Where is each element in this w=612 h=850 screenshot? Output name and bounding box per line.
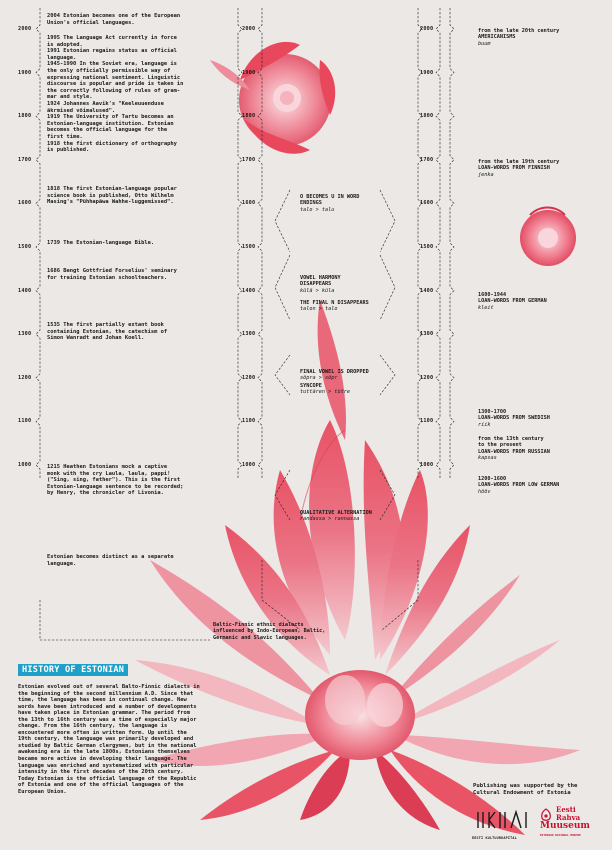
year-label: 1600 <box>242 200 256 207</box>
event-line: Estonian-language institution. Estonian <box>47 120 174 127</box>
year-label: 1300 <box>18 331 32 338</box>
year-label: 1700 <box>242 156 256 163</box>
event-line: 1739 The Estonian-language Bible. <box>47 240 155 246</box>
history-body: Estonian evolved out of several Balto-Finnic dialects in the beginning of the second millennium A.D. Since that time, the language has been in continual change. New words have been introduced and a number of developments have taken place in Estonian grammar. The period from the 13th to 16th century was a time of especially major change. From the 16th century, the language is encountered more often in written form. Up until the 19th century, the language was primarily developed and studied by Baltic German clergymen, but in the national awakening era in the late 1800s, Estonians themselves became more active in developing their language. The language was enriched and systematized with particular intensity in the first decades of the 20th century. Today Estonian is the official language of the Republic of Estonia and one of the official languages of the European Union. <box>18 684 200 795</box>
event-line: 1924 Johannes Aavik's "Keeleuuenduse <box>47 100 164 107</box>
year-label: 1000 <box>420 462 434 468</box>
origin-line: Germanic and Slavic languages. <box>213 634 307 641</box>
loanword-group <box>478 476 608 495</box>
year-label: 1400 <box>242 287 256 294</box>
year-label: 1500 <box>420 244 434 250</box>
event-line: äkrmised võimalused". <box>47 107 116 114</box>
change-example: randassa > rannassa <box>300 516 360 523</box>
change-example: külä > küla <box>300 287 335 294</box>
event-line: 1919 The University of Tartu becomes an <box>47 114 174 121</box>
loanword-example: buum <box>478 40 491 47</box>
year-label: 2000 <box>242 26 256 32</box>
event-line: is adopted. <box>47 41 83 48</box>
change-title: ENDINGS <box>300 200 322 207</box>
origin-text <box>213 622 383 641</box>
event-line: mar and style. <box>47 94 93 101</box>
event-entry <box>47 186 237 206</box>
event-line: science book is published, Otto Wilhelm <box>47 192 174 199</box>
small-flower-illustration <box>520 208 576 267</box>
event-line: 1945-1990 In the Soviet era, language is <box>47 61 177 68</box>
event-entry <box>47 322 237 342</box>
loanword-example: hööv <box>478 488 491 495</box>
event-line: 1918 the first dictionary of orthography <box>47 140 177 147</box>
event-line: the only officially permissible way of <box>47 67 171 74</box>
museum-name-1: Eesti <box>556 805 576 814</box>
change-example: tuttären > tütre <box>300 389 350 396</box>
event-line: language. <box>47 560 77 567</box>
year-label: 1800 <box>18 113 32 120</box>
museum-logo <box>540 806 606 842</box>
loanword-label: 1300-1700 <box>478 409 507 415</box>
event-line: 1686 Bengt Gottfried Forselius' seminary <box>47 268 177 274</box>
year-label: 1600 <box>18 200 32 207</box>
axis-line <box>36 8 40 479</box>
change-title: QUALITATIVE ALTERNATION <box>300 510 372 516</box>
event-line: the correctly following of rules of gram- <box>47 87 181 94</box>
year-label: 1900 <box>242 69 256 76</box>
year-label: 1600 <box>420 200 434 207</box>
year-label: 1300 <box>420 331 434 338</box>
event-line: Simon Wanradt and Johan Koell. <box>47 335 145 342</box>
change-example: sõpra > sõpr <box>300 375 338 382</box>
year-label: 1500 <box>242 244 256 250</box>
linguistic-change <box>300 275 341 294</box>
event-line: language. <box>47 54 77 61</box>
change-example: talo > talu <box>300 206 335 213</box>
year-label: 1000 <box>18 462 32 468</box>
change-example: talon > talo <box>300 306 338 313</box>
linguistic-change <box>300 300 369 313</box>
event-line: is published. <box>47 147 90 154</box>
loanword-label: LOAN-WORDS FROM FINNISH <box>478 165 550 172</box>
loanword-label: 1600-1944 <box>478 292 507 298</box>
loanword-example: kapsas <box>478 455 497 462</box>
loanword-group <box>478 292 608 311</box>
loanword-label: LOAN-WORDS FROM LOW GERMAN <box>478 482 560 489</box>
loanword-label: LOAN-WORDS FROM GERMAN <box>478 298 547 305</box>
loanword-example: riik <box>478 421 491 428</box>
year-label: 1900 <box>420 69 434 76</box>
kulka-emblem-icon <box>472 808 538 832</box>
year-label: 1900 <box>18 69 32 76</box>
origin-line: influenced by Indo-European, Baltic, <box>213 628 326 635</box>
year-label: 1200 <box>420 374 434 381</box>
year-label: 1400 <box>18 287 32 294</box>
event-line: by Henry, the chronicler of Livonia. <box>47 490 164 497</box>
museum-name-2: Rahva <box>556 812 581 822</box>
event-line: containing Estonian, the catechism of <box>47 328 168 335</box>
year-label: 1000 <box>242 462 256 468</box>
loanword-label: from the 13th century <box>478 436 544 442</box>
loanword-group <box>478 159 608 178</box>
event-line: 1995 The Language Act currently in force <box>47 35 177 41</box>
loanword-label: to the present <box>478 442 522 449</box>
change-title: DISAPPEARS <box>300 281 332 288</box>
change-title: FINAL VOWEL IS DROPPED <box>300 369 369 375</box>
event-line: 1818 The first Estonian-language popular <box>47 186 177 192</box>
event-line: 1991 Estonian regains status as official <box>47 48 177 55</box>
change-title: O BECOMES U IN WORD <box>300 194 360 200</box>
event-entry <box>47 35 237 154</box>
event-line: 1215 Heathen Estonians mock a captive <box>47 464 168 470</box>
loanword-label: LOAN-WORDS FROM SWEDISH <box>478 415 550 422</box>
year-label: 1700 <box>420 156 434 163</box>
event-line: 2004 Estonian becomes one of the European <box>47 13 181 19</box>
loanword-group <box>478 436 608 462</box>
loanword-label: from the late 20th century <box>478 28 560 34</box>
event-line: Estonian-language sentence to be recorded; <box>47 483 184 490</box>
event-entry <box>47 240 237 247</box>
loanword-label: from the late 19th century <box>478 159 560 165</box>
event-line: monk with the cry Laula, laula, pappi! <box>47 470 171 477</box>
year-label: 1700 <box>18 156 32 163</box>
year-label: 1200 <box>242 374 256 381</box>
event-line: ("Sing, sing, father"). This is the first <box>47 477 181 484</box>
loanword-example: kleit <box>478 304 494 311</box>
loanword-example: jenka <box>478 171 494 178</box>
event-line: becomes the official language for the <box>47 127 168 134</box>
history-title: HISTORY OF ESTONIAN <box>18 664 128 676</box>
museum-name-3: Muuseum <box>540 821 590 831</box>
linguistic-change <box>300 383 350 396</box>
loanword-group <box>478 409 608 428</box>
linguistic-change <box>300 369 369 382</box>
museum-sub: ESTONIAN NATIONAL MUSEUM <box>540 833 581 837</box>
change-title: VOWEL HARMONY <box>300 275 341 281</box>
event-entry <box>47 554 237 567</box>
event-line: Masing's "Pühhapäwa Wahhe-luggemissed". <box>47 199 174 206</box>
origin-line: Baltic-Finnic ethnic dialects <box>213 622 304 628</box>
year-label: 1200 <box>18 374 32 381</box>
event-line: Union's official languages. <box>47 19 135 26</box>
event-line: discourse is popular and pride is taken in <box>47 81 184 88</box>
event-entry <box>47 464 237 497</box>
event-line: expressing national sentiment. Linguistic <box>47 74 181 81</box>
museum-emblem-icon <box>540 808 552 822</box>
kulka-label: EESTI KULTUURKAPITAL <box>472 836 517 840</box>
linguistic-change <box>300 194 359 213</box>
year-label: 1800 <box>420 113 434 120</box>
event-line: first time. <box>47 133 83 140</box>
loanword-label: LOAN-WORDS FROM RUSSIAN <box>478 448 550 455</box>
year-label: 2000 <box>18 26 32 32</box>
event-entry <box>47 268 237 281</box>
year-label: 2000 <box>420 26 434 32</box>
event-line: 1535 The first partially extant book <box>47 322 164 328</box>
event-line: for training Estonian schoolteachers. <box>47 274 168 281</box>
year-label: 1500 <box>18 244 32 250</box>
event-line: Estonian becomes distinct as a separate <box>47 554 174 560</box>
year-label: 1100 <box>18 418 32 425</box>
event-entry <box>47 13 237 26</box>
year-label: 1100 <box>242 418 256 425</box>
change-title: THE FINAL N DISAPPEARS <box>300 300 369 306</box>
year-label: 1400 <box>420 287 434 294</box>
kulka-logo <box>472 808 538 840</box>
axis-line <box>436 8 440 479</box>
support-text: Publishing was supported by the Cultural Endowment of Estonia <box>473 783 578 796</box>
linguistic-change <box>300 510 372 523</box>
year-label: 1100 <box>420 418 434 425</box>
loanword-label: 1200-1600 <box>478 476 507 482</box>
year-label: 1300 <box>242 331 256 338</box>
year-label: 1800 <box>242 113 256 120</box>
axis-line <box>450 8 454 479</box>
change-title: SYNCOPE <box>300 383 322 389</box>
loanword-label: AMERICANISMS <box>478 34 516 41</box>
loanword-group <box>478 28 608 47</box>
